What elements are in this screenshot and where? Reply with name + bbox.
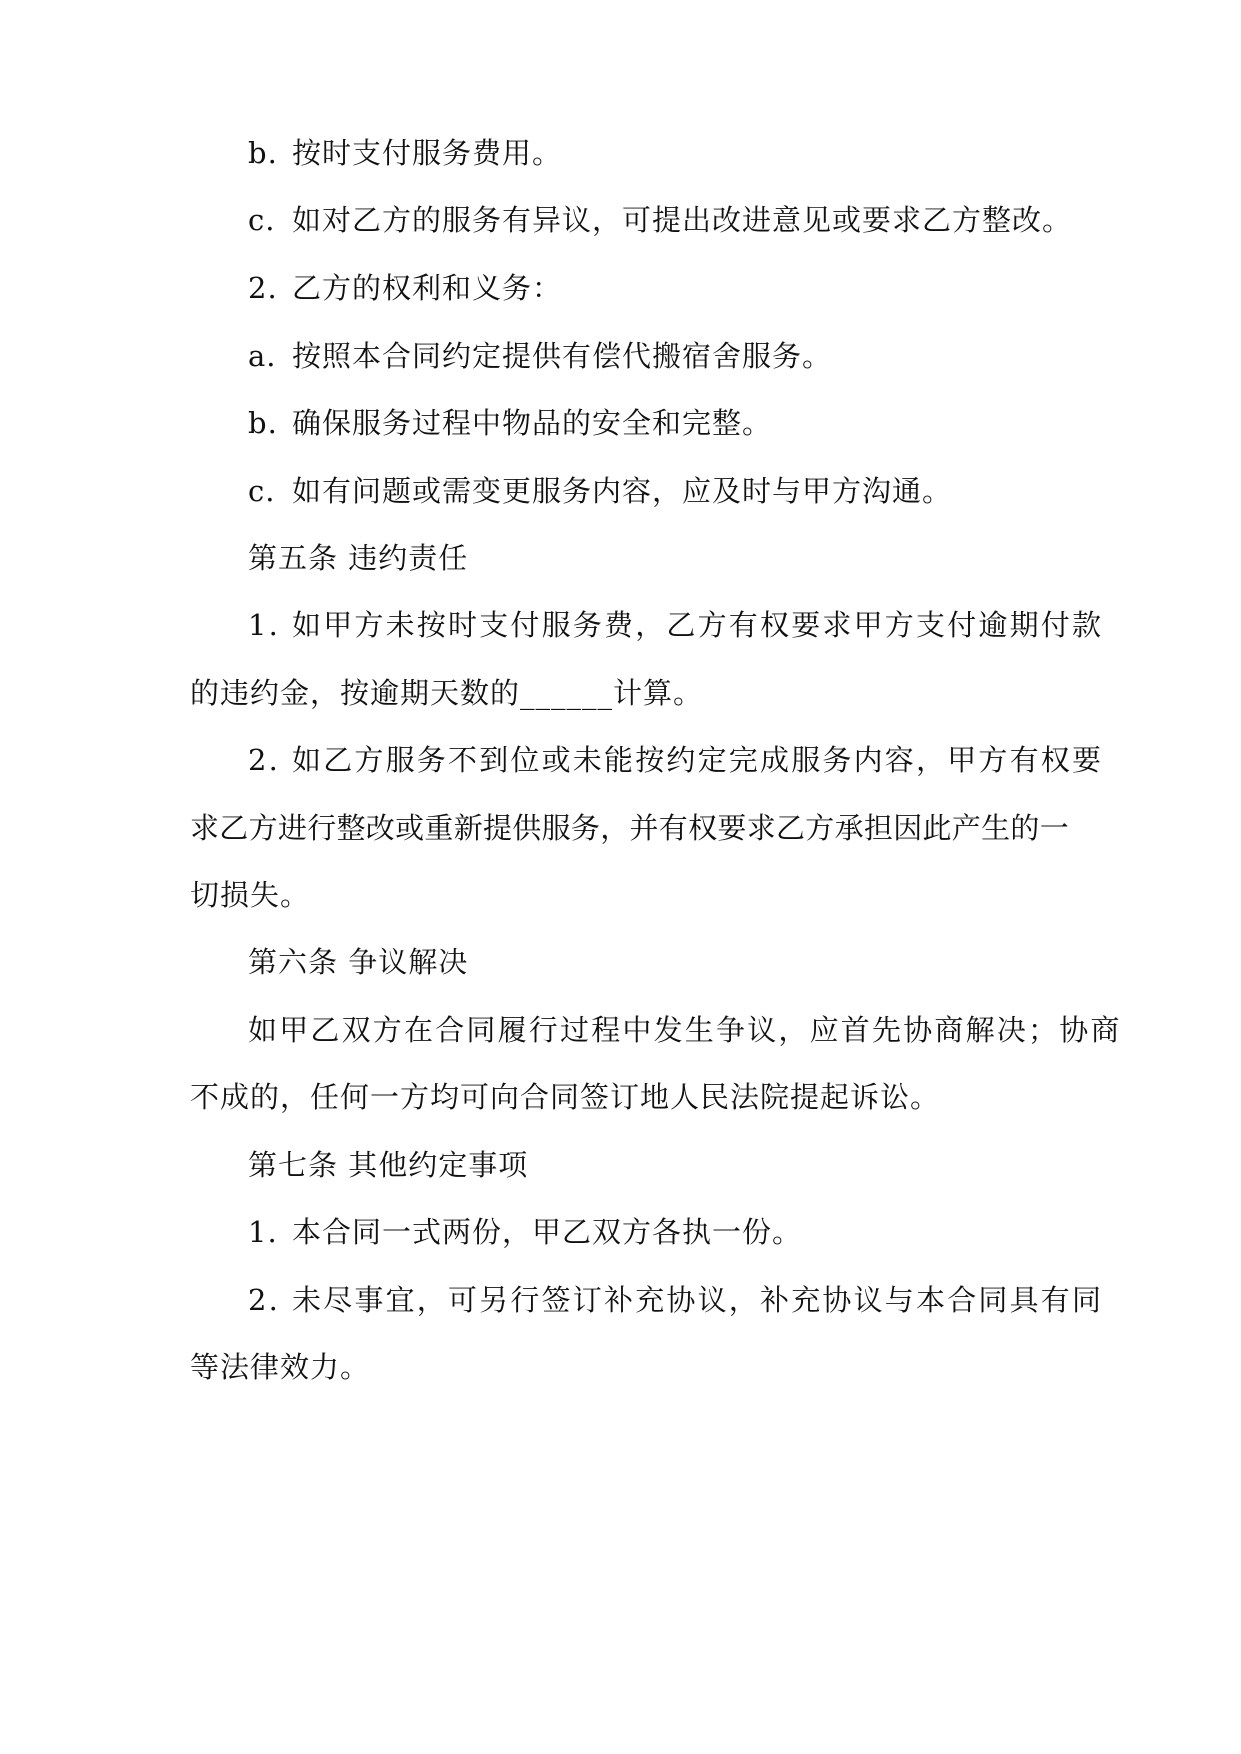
list-marker: b. [248, 406, 278, 440]
list-marker: 1. [248, 608, 281, 642]
list-item [248, 471, 952, 511]
paragraph-line [248, 605, 1103, 645]
list-text: 本合同一式两份，甲乙双方各执一份。 [292, 1215, 803, 1249]
list-text: 按照本合同约定提供有偿代搬宿舍服务。 [292, 339, 833, 373]
list-text: 确保服务过程中物品的安全和完整。 [292, 406, 773, 440]
article-heading: 第五条 违约责任 [248, 541, 469, 575]
article-heading: 第七条 其他约定事项 [248, 1148, 529, 1182]
paragraph-line: 不成的，任何一方均可向合同签订地人民法院提起诉讼。 [190, 1080, 941, 1114]
list-marker: 2. [248, 1283, 281, 1317]
list-marker: 2. [248, 271, 278, 305]
list-marker: c. [248, 203, 276, 237]
list-text: 如乙方服务不到位或未能按约定完成服务内容，甲方有权要 [292, 743, 1104, 777]
list-text: 未尽事宜，可另行签订补充协议，补充协议与本合同具有同 [292, 1283, 1104, 1317]
list-text: 乙方的权利和义务： [292, 271, 563, 305]
paragraph-line: 如甲乙双方在合同履行过程中发生争议，应首先协商解决；协商 [248, 1013, 1122, 1047]
list-text: 如有问题或需变更服务内容，应及时与甲方沟通。 [292, 474, 953, 508]
list-marker: 2. [248, 743, 281, 777]
list-item [248, 1212, 802, 1252]
article-heading: 第六条 争议解决 [248, 945, 469, 979]
list-item [248, 336, 832, 376]
paragraph-line [248, 740, 1103, 780]
list-item [248, 133, 562, 173]
paragraph-line [248, 1280, 1103, 1320]
list-text: 按时支付服务费用。 [292, 136, 563, 170]
list-marker: a. [248, 339, 277, 373]
list-marker: c. [248, 474, 276, 508]
list-item [248, 403, 772, 443]
list-text: 如甲方未按时支付服务费，乙方有权要求甲方支付逾期付款 [292, 608, 1104, 642]
paragraph-line: 的违约金，按逾期天数的______计算。 [190, 676, 704, 710]
list-marker: b. [248, 136, 278, 170]
paragraph-line: 切损失。 [190, 878, 311, 912]
paragraph-line: 求乙方进行整改或重新提供服务，并有权要求乙方承担因此产生的一 [190, 811, 1070, 845]
paragraph-line: 等法律效力。 [190, 1350, 371, 1384]
list-text: 如对乙方的服务有异议，可提出改进意见或要求乙方整改。 [292, 203, 1073, 237]
list-item [248, 200, 1072, 240]
list-marker: 1. [248, 1215, 278, 1249]
section-subheading [248, 268, 562, 308]
